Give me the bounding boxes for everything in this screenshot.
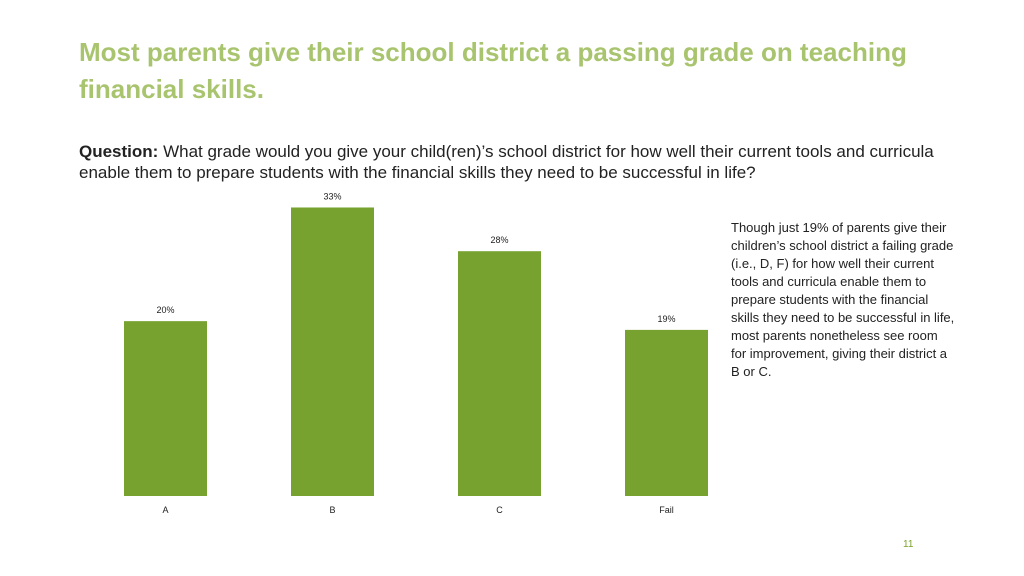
bar-b: [291, 207, 374, 496]
page-number: 11: [903, 539, 914, 550]
bar-a: [124, 321, 207, 496]
category-label: C: [496, 505, 503, 515]
category-label: B: [329, 505, 336, 515]
question-body: What grade would you give your child(ren)’s school district for how well their current tools and curricula enable them to prepare students with the financial skills they need to be successful in life?: [79, 142, 934, 182]
data-label: 19%: [657, 313, 676, 324]
question-label: Question:: [79, 142, 159, 161]
page-title: Most parents give their school district a passing grade on teaching financial skills.: [79, 37, 907, 104]
bar-c: [458, 251, 541, 496]
category-label: A: [162, 505, 169, 515]
chart-annotation-note: Though just 19% of parents give their children’s school district a failing grade (i.e., D, F) for how well their current tools and curricula enable them to prepare students with the financial skills they need to be successful in life, most parents nonetheless see room for improvement, giving their district a B or C.: [731, 220, 955, 379]
data-label: 28%: [490, 235, 509, 246]
category-label: Fail: [659, 505, 674, 515]
data-label: 33%: [323, 191, 342, 202]
bar-fail: [625, 330, 708, 496]
data-label: 20%: [156, 305, 175, 316]
